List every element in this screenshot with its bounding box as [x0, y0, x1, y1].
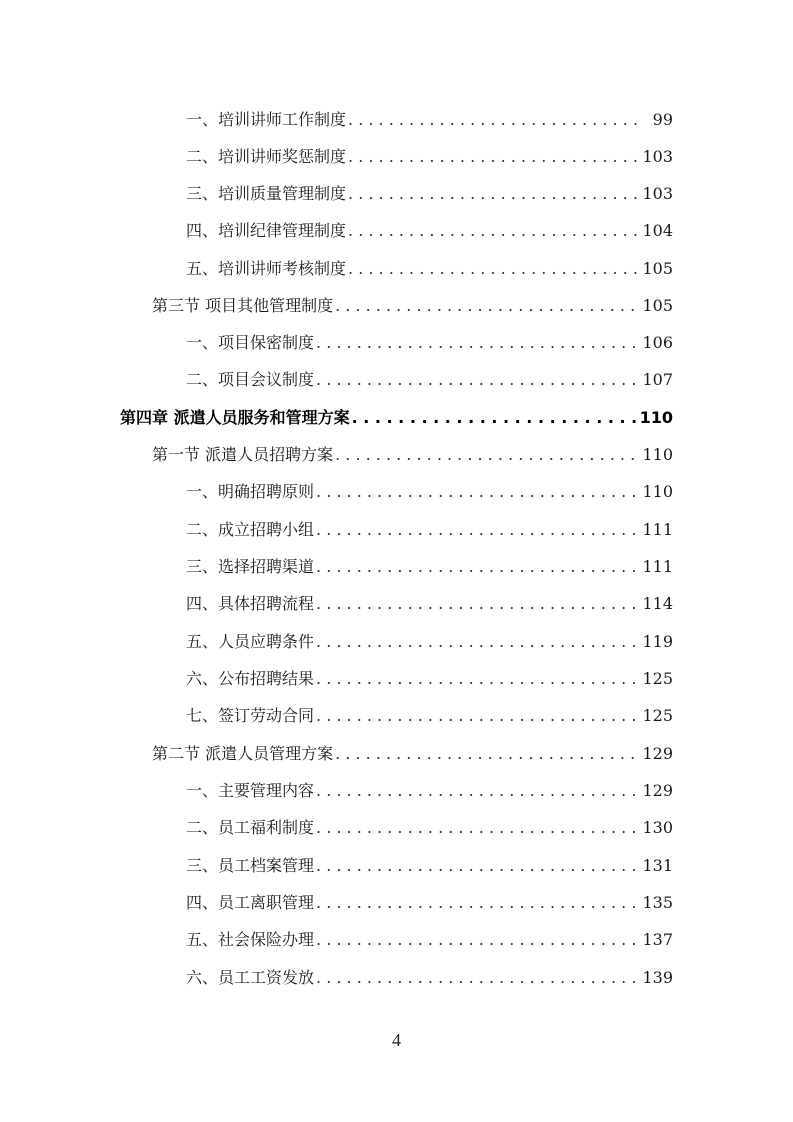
toc-entry-title: 二、培训讲师奖惩制度	[186, 147, 347, 166]
toc-entry-title: 五、人员应聘条件	[186, 632, 315, 651]
toc-section-entry[interactable]	[152, 442, 673, 468]
dot-leader	[316, 554, 638, 580]
toc-entry[interactable]	[186, 965, 673, 991]
toc-entry-title: 第一节 派遣人员招聘方案	[152, 445, 334, 464]
dot-leader	[316, 927, 638, 953]
toc-entry[interactable]	[186, 218, 673, 244]
toc-entry-page: 135	[642, 893, 673, 912]
toc-entry-page: 119	[642, 632, 673, 651]
toc-entry-page: 99	[652, 110, 673, 129]
toc-entry-page: 129	[642, 744, 673, 763]
dot-leader	[335, 741, 638, 767]
dot-leader	[316, 330, 638, 356]
dot-leader	[348, 181, 638, 207]
toc-entry[interactable]	[186, 666, 673, 692]
toc-entry[interactable]	[186, 181, 673, 207]
dot-leader	[316, 778, 638, 804]
dot-leader	[335, 442, 638, 468]
dot-leader	[348, 218, 638, 244]
toc-entry-title: 一、培训讲师工作制度	[186, 110, 347, 129]
dot-leader	[316, 367, 638, 393]
toc-entry-title: 一、明确招聘原则	[186, 482, 315, 501]
toc-section-entry[interactable]	[152, 741, 673, 767]
toc-entry[interactable]	[186, 330, 673, 356]
toc-entry-page: 111	[642, 520, 673, 539]
toc-entry-title: 二、成立招聘小组	[186, 520, 315, 539]
toc-entry[interactable]	[186, 107, 673, 133]
toc-entry-title: 五、社会保险办理	[186, 930, 315, 949]
toc-entry-title: 四、培训纪律管理制度	[186, 221, 347, 240]
toc-entry-title: 三、培训质量管理制度	[186, 184, 347, 203]
toc-entry-title: 一、主要管理内容	[186, 781, 315, 800]
dot-leader	[316, 591, 638, 617]
toc-entry-page: 129	[642, 781, 673, 800]
dot-leader	[335, 293, 638, 319]
dot-leader	[352, 405, 636, 431]
dot-leader	[348, 144, 638, 170]
toc-entry-page: 107	[642, 370, 673, 389]
toc-entry-title: 四、员工离职管理	[186, 893, 315, 912]
toc-entry[interactable]	[186, 256, 673, 282]
toc-entry-page: 114	[642, 594, 673, 613]
dot-leader	[316, 703, 638, 729]
toc-entry-title: 一、项目保密制度	[186, 333, 315, 352]
toc-section-entry[interactable]	[152, 293, 673, 319]
dot-leader	[348, 256, 638, 282]
toc-entry-title: 三、员工档案管理	[186, 856, 315, 875]
dot-leader	[316, 815, 638, 841]
toc-entry-title: 四、具体招聘流程	[186, 594, 315, 613]
toc-entry[interactable]	[186, 367, 673, 393]
toc-entry-page: 104	[642, 221, 673, 240]
dot-leader	[316, 517, 638, 543]
toc-entry-title: 第三节 项目其他管理制度	[152, 296, 334, 315]
toc-entry-page: 106	[642, 333, 673, 352]
toc-entry-title: 六、员工工资发放	[186, 968, 315, 987]
toc-entry[interactable]	[186, 890, 673, 916]
toc-entry-page: 105	[642, 259, 673, 278]
toc-entry[interactable]	[186, 778, 673, 804]
page-number: 4	[392, 1030, 401, 1050]
toc-entry-page: 125	[642, 669, 673, 688]
toc-entry-page: 125	[642, 706, 673, 725]
toc-entry-title: 七、签订劳动合同	[186, 706, 315, 725]
toc-entry[interactable]	[186, 629, 673, 655]
toc-entry[interactable]	[186, 479, 673, 505]
toc-entry[interactable]	[186, 591, 673, 617]
toc-entry-title: 六、公布招聘结果	[186, 669, 315, 688]
toc-entry[interactable]	[186, 517, 673, 543]
toc-entry-page: 110	[639, 408, 673, 427]
toc-entry[interactable]	[186, 554, 673, 580]
dot-leader	[348, 107, 641, 133]
toc-entry-title: 三、选择招聘渠道	[186, 557, 315, 576]
toc-entry-page: 103	[642, 147, 673, 166]
dot-leader	[316, 479, 638, 505]
dot-leader	[316, 666, 638, 692]
toc-entry-title: 第二节 派遣人员管理方案	[152, 744, 334, 763]
toc-entry-title: 二、项目会议制度	[186, 370, 315, 389]
toc-entry-title: 二、员工福利制度	[186, 818, 315, 837]
toc-entry[interactable]	[186, 144, 673, 170]
toc-entry-page: 110	[642, 482, 673, 501]
toc-entry-page: 103	[642, 184, 673, 203]
dot-leader	[316, 853, 638, 879]
toc-entry-title: 第四章 派遣人员服务和管理方案	[120, 408, 350, 427]
toc-entry-page: 105	[642, 296, 673, 315]
toc-entry-page: 131	[642, 856, 673, 875]
toc-chapter-entry[interactable]	[120, 405, 673, 431]
toc-entry-page: 130	[642, 818, 673, 837]
toc-entry[interactable]	[186, 815, 673, 841]
dot-leader	[316, 890, 638, 916]
toc-entry-page: 137	[642, 930, 673, 949]
dot-leader	[316, 629, 638, 655]
toc-entry-page: 111	[642, 557, 673, 576]
toc-entry-title: 五、培训讲师考核制度	[186, 259, 347, 278]
toc-entry[interactable]	[186, 927, 673, 953]
toc-entry[interactable]	[186, 853, 673, 879]
toc-entry-page: 110	[642, 445, 673, 464]
toc-entry[interactable]	[186, 703, 673, 729]
toc-entry-page: 139	[642, 968, 673, 987]
dot-leader	[316, 965, 638, 991]
